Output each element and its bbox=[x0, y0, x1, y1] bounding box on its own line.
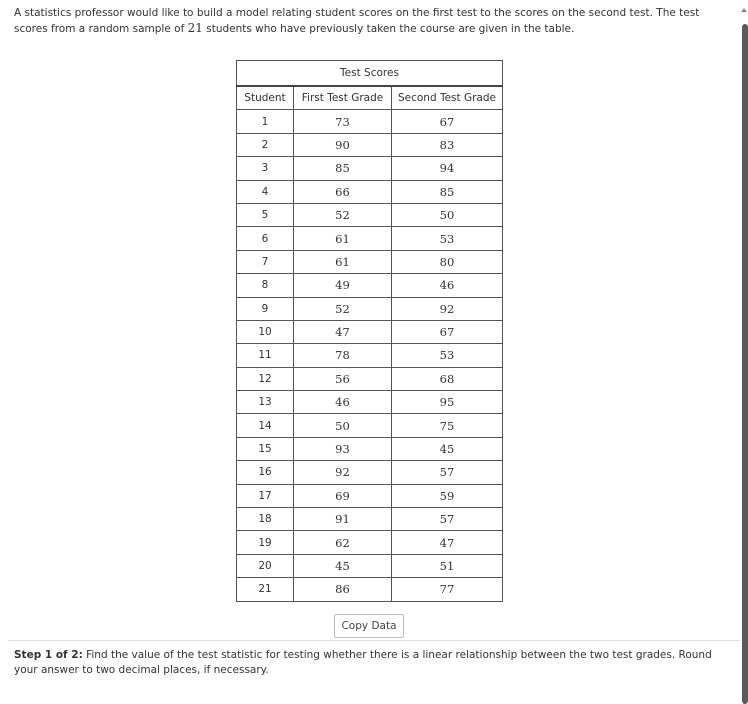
second-test-grade-cell: 95 bbox=[392, 391, 503, 414]
second-test-grade-cell: 51 bbox=[392, 554, 503, 577]
table-row bbox=[237, 274, 503, 297]
first-test-grade-cell: 78 bbox=[294, 344, 392, 367]
student-cell: 6 bbox=[237, 227, 294, 250]
scrollbar[interactable] bbox=[742, 24, 748, 704]
column-header-first-test: First Test Grade bbox=[294, 86, 392, 110]
first-test-grade-cell: 69 bbox=[294, 484, 392, 507]
table-row bbox=[237, 110, 503, 133]
table-row bbox=[237, 484, 503, 507]
student-cell: 2 bbox=[237, 133, 294, 156]
table-row bbox=[237, 508, 503, 531]
table-row bbox=[237, 344, 503, 367]
second-test-grade-cell: 45 bbox=[392, 437, 503, 460]
first-test-grade-cell: 46 bbox=[294, 391, 392, 414]
student-cell: 1 bbox=[237, 110, 294, 133]
first-test-grade-cell: 52 bbox=[294, 203, 392, 226]
scroll-up-icon[interactable] bbox=[741, 8, 747, 12]
step-label: Step 1 of 2: bbox=[14, 649, 83, 661]
table-row bbox=[237, 133, 503, 156]
first-test-grade-cell: 56 bbox=[294, 367, 392, 390]
second-test-grade-cell: 46 bbox=[392, 274, 503, 297]
column-header-second-test: Second Test Grade bbox=[392, 86, 503, 110]
first-test-grade-cell: 47 bbox=[294, 320, 392, 343]
intro-text-before: A statistics professor would like to build a model relating student scores on the first test to the scores on the second test. The test scores from a random sample of bbox=[14, 7, 700, 35]
step-instruction bbox=[14, 648, 724, 678]
second-test-grade-cell: 53 bbox=[392, 227, 503, 250]
student-cell: 20 bbox=[237, 554, 294, 577]
sample-size: 21 bbox=[187, 21, 203, 35]
step-text: Find the value of the test statistic for testing whether there is a linear relationship between the two test grades. Round your answer to two decimal places, if necessary. bbox=[14, 649, 712, 676]
student-cell: 13 bbox=[237, 391, 294, 414]
table-row bbox=[237, 391, 503, 414]
copy-data-button[interactable]: Copy Data bbox=[334, 614, 404, 638]
first-test-grade-cell: 61 bbox=[294, 227, 392, 250]
student-cell: 11 bbox=[237, 344, 294, 367]
student-cell: 8 bbox=[237, 274, 294, 297]
second-test-grade-cell: 83 bbox=[392, 133, 503, 156]
table-caption: Test Scores bbox=[237, 61, 503, 87]
table-row bbox=[237, 461, 503, 484]
second-test-grade-cell: 77 bbox=[392, 578, 503, 601]
student-cell: 9 bbox=[237, 297, 294, 320]
table-row bbox=[237, 531, 503, 554]
table-row bbox=[237, 414, 503, 437]
first-test-grade-cell: 52 bbox=[294, 297, 392, 320]
first-test-grade-cell: 45 bbox=[294, 554, 392, 577]
first-test-grade-cell: 92 bbox=[294, 461, 392, 484]
table-row bbox=[237, 554, 503, 577]
second-test-grade-cell: 59 bbox=[392, 484, 503, 507]
second-test-grade-cell: 67 bbox=[392, 110, 503, 133]
student-cell: 4 bbox=[237, 180, 294, 203]
second-test-grade-cell: 53 bbox=[392, 344, 503, 367]
student-cell: 21 bbox=[237, 578, 294, 601]
table-row bbox=[237, 203, 503, 226]
first-test-grade-cell: 73 bbox=[294, 110, 392, 133]
table-row bbox=[237, 437, 503, 460]
table-row bbox=[237, 297, 503, 320]
first-test-grade-cell: 90 bbox=[294, 133, 392, 156]
student-cell: 16 bbox=[237, 461, 294, 484]
first-test-grade-cell: 62 bbox=[294, 531, 392, 554]
table-row bbox=[237, 320, 503, 343]
first-test-grade-cell: 91 bbox=[294, 508, 392, 531]
table-row bbox=[237, 157, 503, 180]
second-test-grade-cell: 57 bbox=[392, 461, 503, 484]
table-row bbox=[237, 367, 503, 390]
second-test-grade-cell: 92 bbox=[392, 297, 503, 320]
second-test-grade-cell: 80 bbox=[392, 250, 503, 273]
divider bbox=[8, 640, 740, 641]
student-cell: 15 bbox=[237, 437, 294, 460]
first-test-grade-cell: 49 bbox=[294, 274, 392, 297]
table-body bbox=[237, 110, 503, 601]
student-cell: 18 bbox=[237, 508, 294, 531]
table-row bbox=[237, 180, 503, 203]
table-row bbox=[237, 578, 503, 601]
second-test-grade-cell: 94 bbox=[392, 157, 503, 180]
student-cell: 5 bbox=[237, 203, 294, 226]
student-cell: 19 bbox=[237, 531, 294, 554]
student-cell: 17 bbox=[237, 484, 294, 507]
first-test-grade-cell: 61 bbox=[294, 250, 392, 273]
first-test-grade-cell: 86 bbox=[294, 578, 392, 601]
first-test-grade-cell: 50 bbox=[294, 414, 392, 437]
student-cell: 3 bbox=[237, 157, 294, 180]
table-row bbox=[237, 227, 503, 250]
second-test-grade-cell: 57 bbox=[392, 508, 503, 531]
first-test-grade-cell: 66 bbox=[294, 180, 392, 203]
test-scores-table bbox=[236, 60, 503, 602]
first-test-grade-cell: 93 bbox=[294, 437, 392, 460]
student-cell: 10 bbox=[237, 320, 294, 343]
first-test-grade-cell: 85 bbox=[294, 157, 392, 180]
student-cell: 7 bbox=[237, 250, 294, 273]
student-cell: 14 bbox=[237, 414, 294, 437]
second-test-grade-cell: 47 bbox=[392, 531, 503, 554]
student-cell: 12 bbox=[237, 367, 294, 390]
intro-text-after: students who have previously taken the course are given in the table. bbox=[202, 23, 575, 35]
column-header-student: Student bbox=[237, 86, 294, 110]
second-test-grade-cell: 75 bbox=[392, 414, 503, 437]
second-test-grade-cell: 68 bbox=[392, 367, 503, 390]
table-row bbox=[237, 250, 503, 273]
problem-statement bbox=[14, 6, 724, 37]
second-test-grade-cell: 50 bbox=[392, 203, 503, 226]
second-test-grade-cell: 85 bbox=[392, 180, 503, 203]
second-test-grade-cell: 67 bbox=[392, 320, 503, 343]
